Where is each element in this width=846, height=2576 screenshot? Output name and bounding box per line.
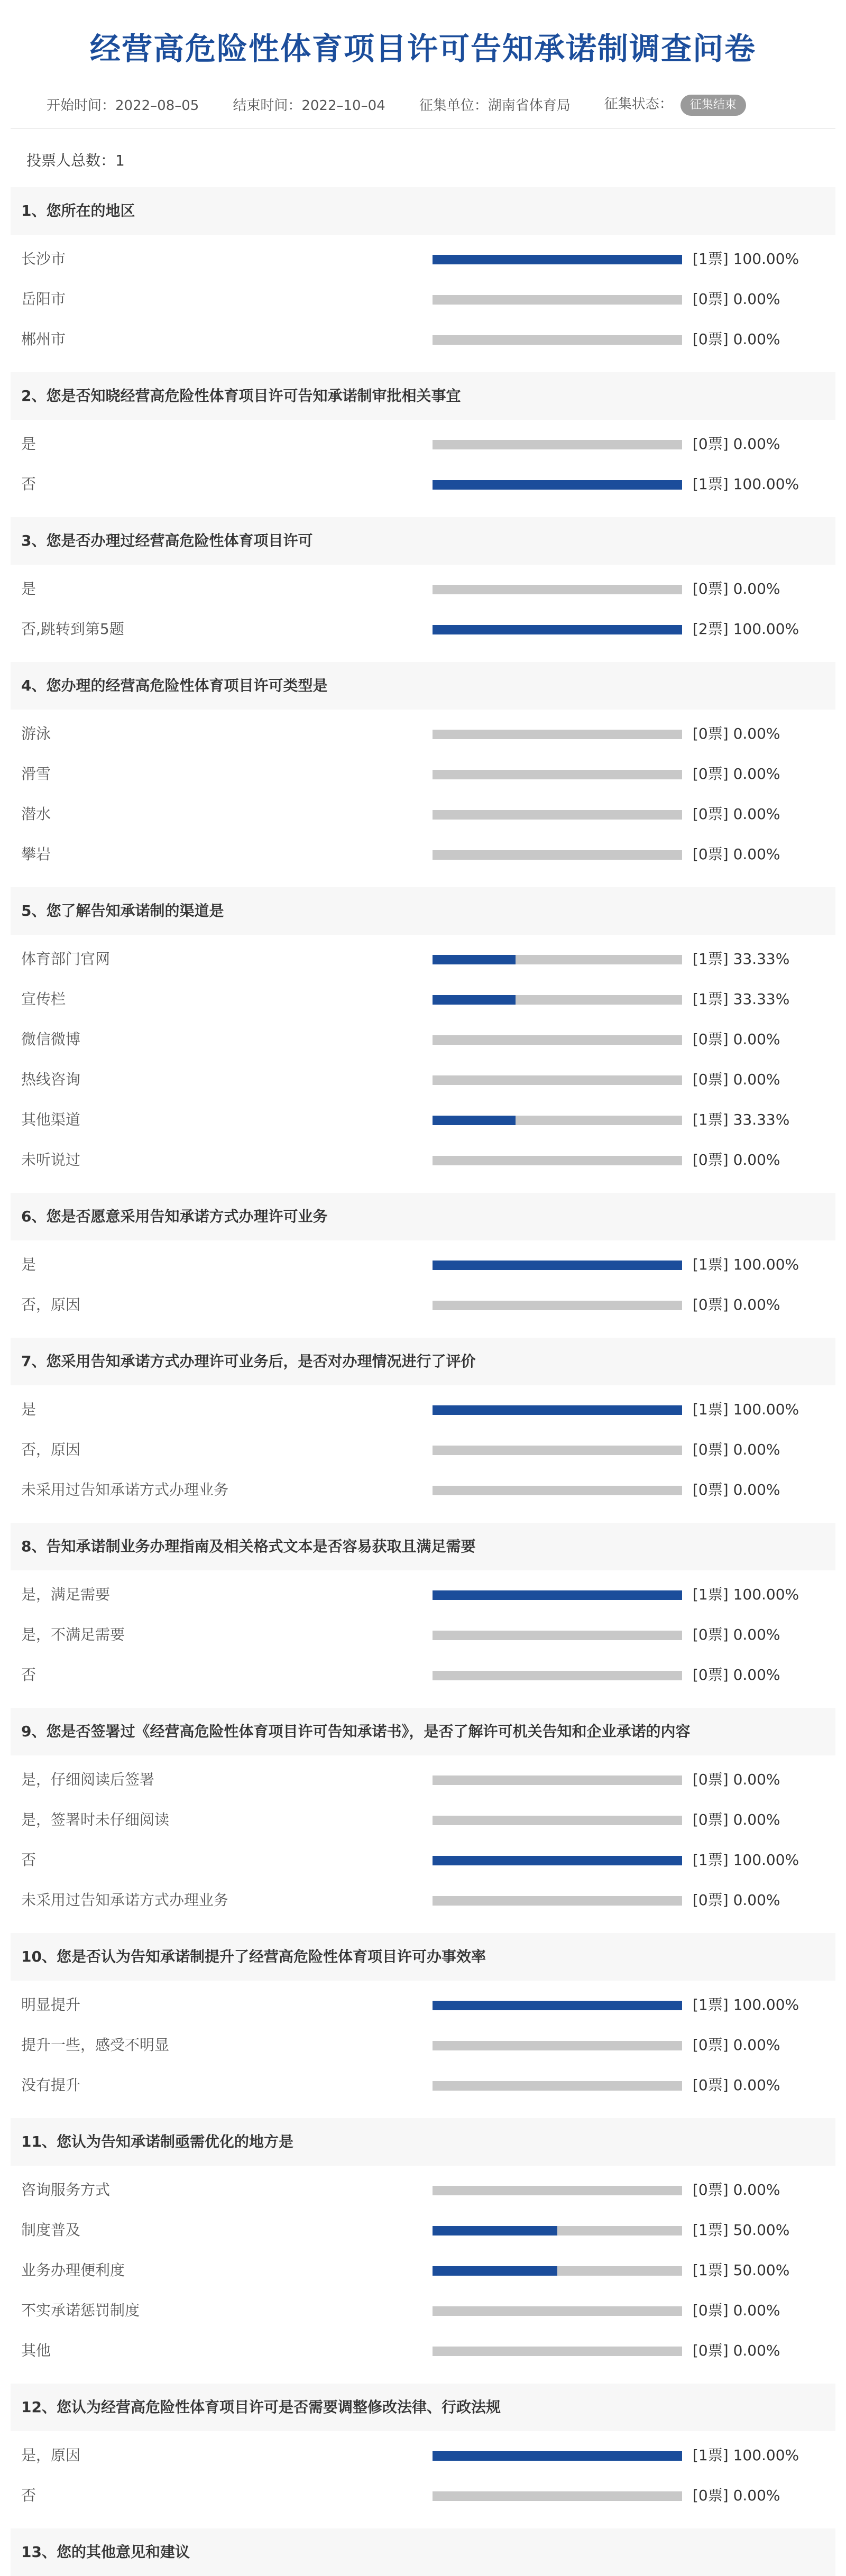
vote-progress-bar — [433, 1631, 682, 1640]
option-label: 否 — [21, 1666, 36, 1683]
option-row — [11, 1839, 835, 1879]
vote-progress-bar — [433, 1896, 682, 1906]
vote-progress-bar — [433, 1446, 682, 1455]
header-divider — [11, 128, 835, 129]
option-row — [11, 2330, 835, 2370]
option-label: 是 — [21, 1401, 36, 1418]
vote-progress-bar — [433, 1261, 682, 1270]
option-label: 体育部门官网 — [21, 950, 111, 968]
question-block — [11, 887, 835, 1182]
vote-stat: [1票] 100.00% — [693, 1401, 799, 1418]
question-block — [11, 517, 835, 651]
vote-progress-bar — [433, 295, 682, 305]
vote-progress-fill — [433, 1116, 516, 1125]
vote-progress-fill — [433, 1405, 682, 1415]
vote-stat: [0票] 0.00% — [693, 1481, 780, 1498]
question-title: 8、告知承诺制业务办理指南及相关格式文本是否容易获取且满足需要 — [11, 1523, 835, 1570]
vote-stat: [0票] 0.00% — [693, 845, 780, 863]
option-row — [11, 1139, 835, 1179]
vote-progress-bar — [433, 1775, 682, 1785]
option-row — [11, 1388, 835, 1429]
question-title: 12、您认为经营高危险性体育项目许可是否需要调整修改法律、行政法规 — [11, 2384, 835, 2431]
vote-progress-bar — [433, 1405, 682, 1415]
vote-stat: [0票] 0.00% — [693, 1811, 780, 1828]
vote-progress-bar — [433, 1671, 682, 1680]
option-label: 没有提升 — [21, 2076, 81, 2094]
vote-progress-fill — [433, 995, 516, 1005]
option-row — [11, 833, 835, 873]
vote-progress-bar — [433, 2451, 682, 2461]
vote-stat: [0票] 0.00% — [693, 2487, 780, 2504]
vote-stat: [1票] 100.00% — [693, 1996, 799, 2013]
option-row — [11, 1759, 835, 1799]
vote-progress-fill — [433, 2266, 557, 2276]
option-row — [11, 1244, 835, 1284]
vote-stat: [0票] 0.00% — [693, 1891, 780, 1909]
status-label: 征集状态： — [604, 96, 673, 112]
question-block — [11, 662, 835, 877]
option-label: 长沙市 — [21, 250, 66, 268]
vote-progress-bar — [433, 1075, 682, 1085]
option-label: 岳阳市 — [21, 290, 66, 308]
option-row — [11, 938, 835, 978]
option-list — [11, 1240, 835, 1327]
option-label: 是，签署时未仔细阅读 — [21, 1811, 170, 1828]
vote-progress-bar — [433, 1035, 682, 1045]
option-label: 滑雪 — [21, 765, 51, 783]
option-list — [11, 1570, 835, 1697]
option-row — [11, 2064, 835, 2104]
vote-stat: [0票] 0.00% — [693, 580, 780, 597]
option-row — [11, 978, 835, 1018]
option-row — [11, 2169, 835, 2209]
question-block — [11, 1193, 835, 1327]
option-list — [11, 1755, 835, 1922]
option-row — [11, 1099, 835, 1139]
option-list — [11, 2431, 835, 2518]
collecting-unit: 征集单位：湖南省体育局 — [419, 97, 571, 114]
vote-progress-fill — [433, 2451, 682, 2461]
vote-progress-fill — [433, 2001, 682, 2010]
option-label: 其他渠道 — [21, 1111, 81, 1128]
vote-progress-bar — [433, 2226, 682, 2235]
option-label: 否，原因 — [21, 1296, 81, 1313]
vote-stat: [1票] 100.00% — [693, 250, 799, 268]
question-block — [11, 187, 835, 362]
vote-stat: [0票] 0.00% — [693, 725, 780, 742]
question-list — [11, 187, 835, 2576]
option-row — [11, 1614, 835, 1654]
vote-stat: [0票] 0.00% — [693, 1626, 780, 1643]
vote-stat: [1票] 50.00% — [693, 2221, 790, 2239]
option-label: 是，原因 — [21, 2446, 81, 2464]
option-row — [11, 318, 835, 358]
option-list — [11, 935, 835, 1182]
vote-progress-bar — [433, 2001, 682, 2010]
question-block — [11, 1338, 835, 1512]
question-title: 3、您是否办理过经营高危险性体育项目许可 — [11, 517, 835, 565]
question-title: 2、您是否知晓经营高危险性体育项目许可告知承诺制审批相关事宜 — [11, 372, 835, 420]
option-label: 是 — [21, 1256, 36, 1273]
collecting-status — [604, 93, 746, 116]
option-list — [11, 710, 835, 877]
vote-progress-bar — [433, 2186, 682, 2195]
option-row — [11, 713, 835, 753]
option-label: 未采用过告知承诺方式办理业务 — [21, 1891, 229, 1909]
vote-progress-fill — [433, 1261, 682, 1270]
option-label: 微信微博 — [21, 1031, 81, 1048]
question-title: 4、您办理的经营高危险性体育项目许可类型是 — [11, 662, 835, 710]
option-row — [11, 1018, 835, 1059]
vote-progress-bar — [433, 2081, 682, 2091]
vote-stat: [1票] 100.00% — [693, 475, 799, 493]
option-row — [11, 463, 835, 503]
question-block — [11, 1523, 835, 1697]
option-label: 未采用过告知承诺方式办理业务 — [21, 1481, 229, 1498]
vote-progress-fill — [433, 955, 516, 964]
option-row — [11, 238, 835, 278]
option-label: 攀岩 — [21, 845, 51, 863]
vote-progress-fill — [433, 255, 682, 264]
vote-progress-bar — [433, 255, 682, 264]
option-label: 是，不满足需要 — [21, 1626, 125, 1643]
vote-stat: [1票] 100.00% — [693, 1851, 799, 1869]
vote-progress-fill — [433, 1856, 682, 1865]
question-title: 9、您是否签署过《经营高危险性体育项目许可告知承诺书》，是否了解许可机关告知和企业承诺的内容 — [11, 1708, 835, 1755]
question-block — [11, 1933, 835, 2108]
vote-progress-bar — [433, 1590, 682, 1600]
option-list — [11, 565, 835, 651]
vote-progress-bar — [433, 1301, 682, 1310]
option-label: 否 — [21, 1851, 36, 1869]
survey-results-page — [11, 0, 835, 2576]
vote-stat: [0票] 0.00% — [693, 1441, 780, 1458]
option-label: 提升一些，感受不明显 — [21, 2036, 170, 2054]
vote-progress-bar — [433, 2347, 682, 2356]
vote-progress-fill — [433, 625, 682, 634]
option-label: 宣传栏 — [21, 990, 66, 1008]
vote-stat: [0票] 0.00% — [693, 2076, 780, 2094]
vote-stat: [1票] 33.33% — [693, 990, 790, 1008]
option-row — [11, 1284, 835, 1324]
option-label: 否，原因 — [21, 1441, 81, 1458]
vote-stat: [2票] 100.00% — [693, 620, 799, 638]
vote-progress-fill — [433, 1590, 682, 1600]
vote-stat: [1票] 100.00% — [693, 1256, 799, 1273]
question-title: 6、您是否愿意采用告知承诺方式办理许可业务 — [11, 1193, 835, 1240]
option-label: 是 — [21, 580, 36, 597]
option-label: 热线咨询 — [21, 1071, 81, 1088]
vote-progress-bar — [433, 850, 682, 860]
question-block — [11, 372, 835, 507]
total-voters: 投票人总数：1 — [26, 152, 125, 169]
option-row — [11, 1059, 835, 1099]
vote-stat: [0票] 0.00% — [693, 2181, 780, 2198]
question-title: 1、您所在的地区 — [11, 187, 835, 235]
vote-stat: [0票] 0.00% — [693, 1666, 780, 1683]
vote-stat: [0票] 0.00% — [693, 435, 780, 453]
vote-progress-bar — [433, 440, 682, 449]
option-row — [11, 423, 835, 463]
option-row — [11, 1984, 835, 2024]
vote-stat: [1票] 33.33% — [693, 1111, 790, 1128]
vote-stat: [0票] 0.00% — [693, 1031, 780, 1048]
option-row — [11, 2474, 835, 2515]
start-time: 开始时间：2022–08–05 — [47, 97, 199, 114]
option-label: 制度普及 — [21, 2221, 81, 2239]
vote-progress-bar — [433, 1116, 682, 1125]
option-label: 明显提升 — [21, 1996, 81, 2013]
status-badge: 征集结束 — [681, 95, 746, 116]
option-row — [11, 608, 835, 648]
option-label: 是，仔细阅读后签署 — [21, 1771, 155, 1788]
option-row — [11, 1654, 835, 1694]
vote-progress-bar — [433, 480, 682, 490]
question-title: 13、您的其他意见和建议 — [11, 2528, 835, 2576]
vote-progress-bar — [433, 1816, 682, 1825]
option-list — [11, 2166, 835, 2373]
option-row — [11, 278, 835, 318]
option-list — [11, 1385, 835, 1512]
end-time: 结束时间：2022–10–04 — [233, 97, 385, 114]
option-row — [11, 2209, 835, 2249]
option-list — [11, 1981, 835, 2108]
vote-stat: [0票] 0.00% — [693, 1151, 780, 1169]
option-label: 不实承诺惩罚制度 — [21, 2302, 140, 2319]
option-list — [11, 420, 835, 507]
vote-progress-bar — [433, 2041, 682, 2050]
vote-progress-bar — [433, 2491, 682, 2501]
vote-stat: [1票] 33.33% — [693, 950, 790, 968]
vote-progress-bar — [433, 955, 682, 964]
survey-meta — [11, 91, 835, 117]
vote-progress-bar — [433, 730, 682, 739]
vote-progress-bar — [433, 2266, 682, 2276]
vote-stat: [1票] 100.00% — [693, 2446, 799, 2464]
vote-stat: [0票] 0.00% — [693, 1071, 780, 1088]
option-row — [11, 1469, 835, 1509]
option-label: 其他 — [21, 2342, 51, 2359]
page-title: 经营高危险性体育项目许可告知承诺制调查问卷 — [89, 31, 756, 67]
vote-progress-bar — [433, 625, 682, 634]
option-row — [11, 1879, 835, 1919]
option-row — [11, 2434, 835, 2474]
vote-stat: [1票] 50.00% — [693, 2261, 790, 2279]
vote-stat: [0票] 0.00% — [693, 330, 780, 348]
option-list — [11, 235, 835, 362]
vote-stat: [0票] 0.00% — [693, 2302, 780, 2319]
option-label: 否 — [21, 475, 36, 493]
option-label: 郴州市 — [21, 330, 66, 348]
option-row — [11, 2024, 835, 2064]
vote-stat: [0票] 0.00% — [693, 805, 780, 823]
option-row — [11, 2289, 835, 2330]
vote-progress-bar — [433, 1156, 682, 1165]
vote-stat: [1票] 100.00% — [693, 1586, 799, 1603]
option-row — [11, 2249, 835, 2289]
vote-progress-bar — [433, 2306, 682, 2316]
question-title: 10、您是否认为告知承诺制提升了经营高危险性体育项目许可办事效率 — [11, 1933, 835, 1981]
vote-progress-bar — [433, 585, 682, 594]
vote-progress-bar — [433, 1486, 682, 1495]
option-row — [11, 793, 835, 833]
option-row — [11, 1429, 835, 1469]
option-label: 未听说过 — [21, 1151, 81, 1169]
option-label: 咨询服务方式 — [21, 2181, 111, 2198]
option-label: 业务办理便利度 — [21, 2261, 125, 2279]
question-block — [11, 2528, 835, 2576]
vote-progress-bar — [433, 810, 682, 820]
vote-stat: [0票] 0.00% — [693, 765, 780, 783]
option-row — [11, 1799, 835, 1839]
option-row — [11, 568, 835, 608]
question-block — [11, 2118, 835, 2373]
vote-stat: [0票] 0.00% — [693, 1771, 780, 1788]
vote-progress-bar — [433, 995, 682, 1005]
question-title: 7、您采用告知承诺方式办理许可业务后，是否对办理情况进行了评价 — [11, 1338, 835, 1385]
option-label: 否 — [21, 2487, 36, 2504]
vote-progress-fill — [433, 2226, 557, 2235]
question-block — [11, 1708, 835, 1922]
vote-stat: [0票] 0.00% — [693, 290, 780, 308]
question-title: 11、您认为告知承诺制亟需优化的地方是 — [11, 2118, 835, 2166]
vote-stat: [0票] 0.00% — [693, 1296, 780, 1313]
vote-stat: [0票] 0.00% — [693, 2036, 780, 2054]
question-block — [11, 2384, 835, 2518]
option-label: 潜水 — [21, 805, 51, 823]
option-row — [11, 753, 835, 793]
vote-stat: [0票] 0.00% — [693, 2342, 780, 2359]
question-title: 5、您了解告知承诺制的渠道是 — [11, 887, 835, 935]
option-label: 否,跳转到第5题 — [21, 620, 124, 638]
option-row — [11, 1574, 835, 1614]
option-label: 是 — [21, 435, 36, 453]
vote-progress-bar — [433, 770, 682, 779]
option-label: 是，满足需要 — [21, 1586, 111, 1603]
vote-progress-bar — [433, 1856, 682, 1865]
vote-progress-bar — [433, 335, 682, 345]
option-label: 游泳 — [21, 725, 51, 742]
vote-progress-fill — [433, 480, 682, 490]
